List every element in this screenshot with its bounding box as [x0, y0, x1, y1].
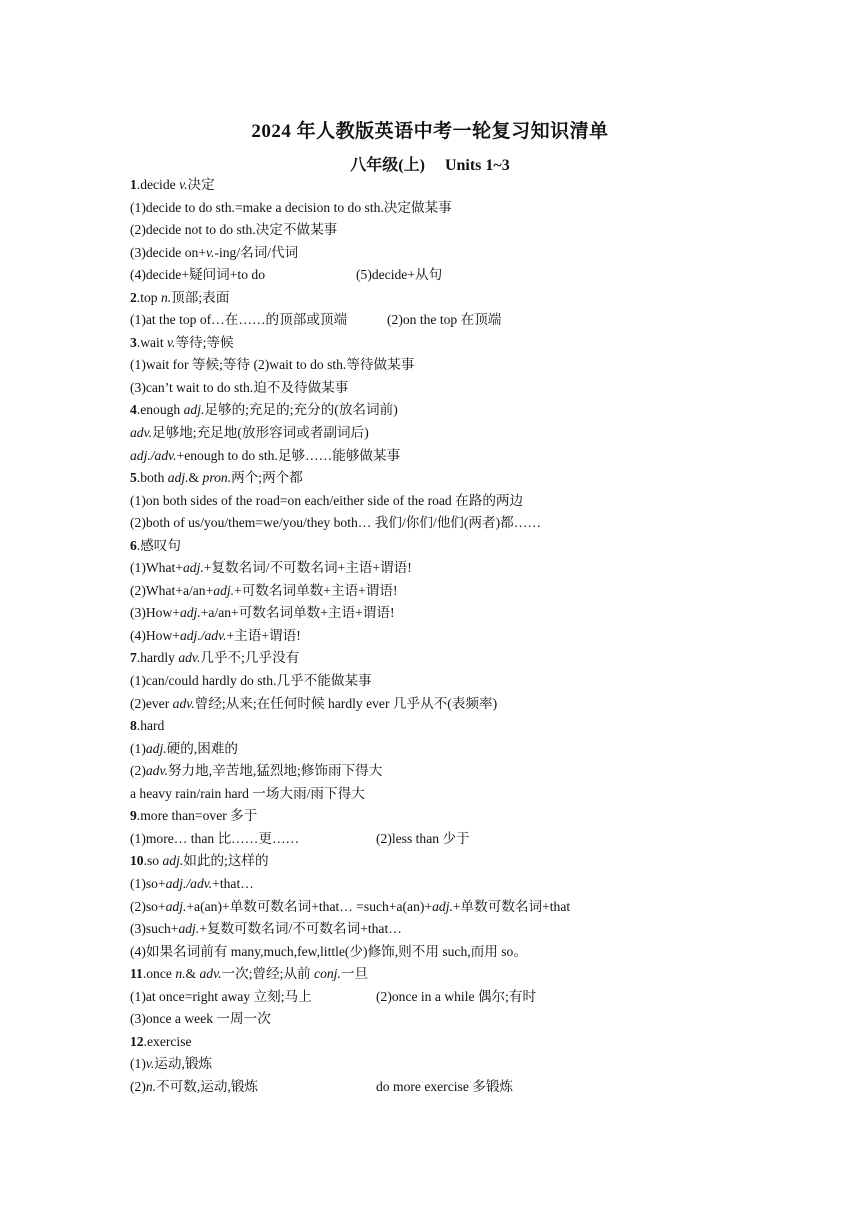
- entry-detail: (2)decide not to do sth.决定不做某事: [130, 222, 338, 238]
- entry-detail: (2)n.不可数,运动,锻炼 do more exercise 多锻炼: [130, 1078, 514, 1094]
- entry-heading: 12.exercise: [130, 1033, 192, 1049]
- entry-detail: (4)如果名词前有 many,much,few,little(少)修饰,则不用 such,而用 so。: [130, 943, 527, 959]
- entry-detail: (3)How+adj.+a/an+可数名词单数+主语+谓语!: [130, 605, 395, 621]
- entry-detail: (3)can’t wait to do sth.迫不及待做某事: [130, 379, 349, 395]
- entry-detail: adv.足够地;充足地(放形容词或者副词后): [130, 425, 369, 441]
- entry-heading: 4.enough adj.足够的;充足的;充分的(放名词前): [130, 402, 398, 418]
- entry-detail: (3)such+adj.+复数可数名词/不可数名词+that…: [130, 921, 402, 937]
- entry-heading: 11.once n.& adv.一次;曾经;从前 conj.一旦: [130, 966, 369, 982]
- entry-detail: (1)more… than 比……更…… (2)less than 少于: [130, 830, 470, 846]
- entry-detail: (1)What+adj.+复数名词/不可数名词+主语+谓语!: [130, 560, 412, 576]
- entry-heading: 10.so adj.如此的;这样的: [130, 853, 269, 869]
- entry-detail: (1)at the top of…在……的顶部或顶端 (2)on the top 在顶端: [130, 312, 502, 328]
- units-label: Units 1~3: [444, 157, 510, 174]
- entry-detail: (1)so+adj./adv.+that…: [130, 875, 254, 891]
- entry-detail: (2)adv.努力地,辛苦地,猛烈地;修饰雨下得大: [130, 763, 383, 779]
- entry-detail: (1)adj.硬的,困难的: [130, 740, 239, 756]
- entry-detail: (1)at once=right away 立刻;马上 (2)once in a while 偶尔;有时: [130, 988, 537, 1004]
- entry-detail: (2)What+a/an+adj.+可数名词单数+主语+谓语!: [130, 582, 398, 598]
- entry-detail: (2)ever adv.曾经;从来;在任何时候 hardly ever 几乎从不(表频率): [130, 695, 498, 711]
- entry-detail: (1)can/could hardly do sth.几乎不能做某事: [130, 673, 372, 689]
- entry-detail: (2)both of us/you/them=we/you/they both… 我们/你们/他们(两者)都……: [130, 515, 541, 531]
- entry-detail: (3)once a week 一周一次: [130, 1011, 271, 1027]
- entry-detail: (1)wait for 等候;等待 (2)wait to do sth.等待做某事: [130, 357, 415, 373]
- grade-label: 八年级(上): [350, 157, 425, 174]
- entry-heading: 6.感叹句: [130, 537, 181, 553]
- entry-detail: (4)How+adj./adv.+主语+谓语!: [130, 627, 301, 643]
- page-title: 2024 年人教版英语中考一轮复习知识清单: [251, 121, 609, 142]
- entry-detail: (1)on both sides of the road=on each/either side of the road 在路的两边: [130, 492, 524, 508]
- entry-heading: 5.both adj.& pron.两个;两个都: [130, 470, 303, 486]
- entry-heading: 7.hardly adv.几乎不;几乎没有: [130, 650, 300, 666]
- page-subtitle: [0, 152, 860, 175]
- entry-detail: (1)v.运动,锻炼: [130, 1056, 213, 1072]
- vocabulary-list: [130, 174, 750, 1098]
- entry-heading: 8.hard: [130, 718, 165, 734]
- entry-heading: 2.top n.顶部;表面: [130, 289, 230, 305]
- entry-heading: 3.wait v.等待;等候: [130, 334, 234, 350]
- entry-detail: (1)decide to do sth.=make a decision to do sth.决定做某事: [130, 199, 452, 215]
- entry-detail: a heavy rain/rain hard 一场大雨/雨下得大: [130, 785, 365, 801]
- entry-detail: (3)decide on+v.-ing/名词/代词: [130, 244, 299, 260]
- entry-detail: (2)so+adj.+a(an)+单数可数名词+that… =such+a(an)+adj.+单数可数名词+that: [130, 898, 571, 914]
- entry-detail: (4)decide+疑问词+to do (5)decide+从句: [130, 267, 443, 283]
- entry-detail: adj./adv.+enough to do sth.足够……能够做某事: [130, 447, 401, 463]
- entry-heading: 9.more than=over 多于: [130, 808, 258, 824]
- entry-heading: 1.decide v.决定: [130, 177, 215, 192]
